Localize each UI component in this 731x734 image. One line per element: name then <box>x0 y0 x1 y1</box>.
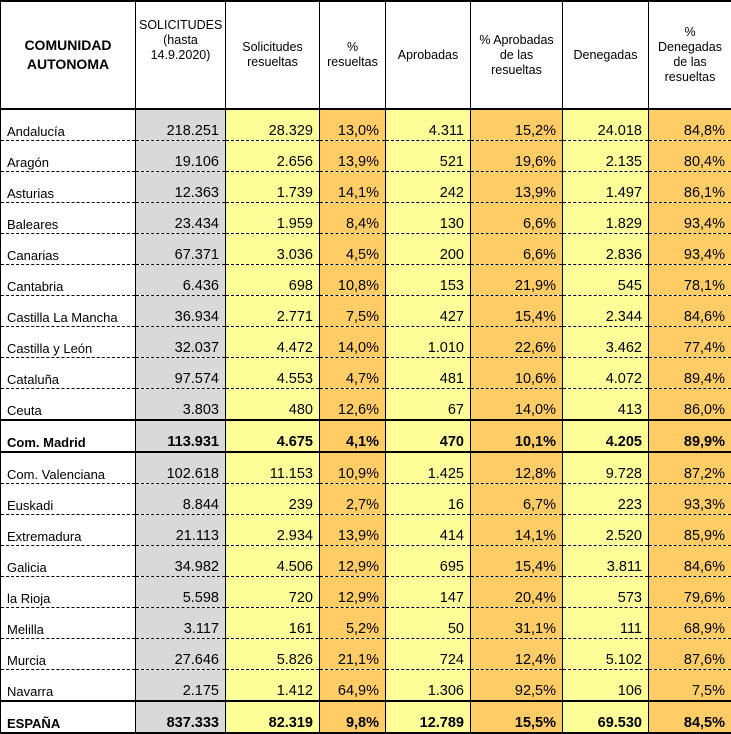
solicitudes-cell: 97.574 <box>136 358 226 389</box>
denegadas-cell: 4.072 <box>563 358 649 389</box>
pct-denegadas-cell: 84,6% <box>649 546 731 577</box>
pct-denegadas-cell: 79,6% <box>649 577 731 608</box>
region-cell: Galicia <box>1 546 136 577</box>
resueltas-cell: 4.675 <box>226 420 320 452</box>
table-row <box>1 327 731 358</box>
pct-aprobadas-cell: 12,4% <box>471 639 563 670</box>
resueltas-cell: 1.412 <box>226 670 320 702</box>
pct-aprobadas-cell: 13,9% <box>471 172 563 203</box>
table-row <box>1 203 731 234</box>
region-cell: Melilla <box>1 608 136 639</box>
pct-aprobadas-cell: 10,6% <box>471 358 563 389</box>
pct-denegadas-cell: 80,4% <box>649 141 731 172</box>
table-row <box>1 515 731 546</box>
region-cell: Com. Valenciana <box>1 452 136 484</box>
pct-aprobadas-cell: 15,4% <box>471 296 563 327</box>
resueltas-cell: 2.656 <box>226 141 320 172</box>
aprobadas-cell: 1.010 <box>386 327 471 358</box>
table-row <box>1 484 731 515</box>
pct-denegadas-cell: 86,0% <box>649 389 731 421</box>
header-denegadas: Denegadas <box>563 1 649 109</box>
pct-aprobadas-cell: 20,4% <box>471 577 563 608</box>
pct-denegadas-cell: 89,4% <box>649 358 731 389</box>
region-cell: Castilla La Mancha <box>1 296 136 327</box>
denegadas-cell: 106 <box>563 670 649 702</box>
aprobadas-cell: 153 <box>386 265 471 296</box>
resueltas-cell: 161 <box>226 608 320 639</box>
solicitudes-cell: 3.117 <box>136 608 226 639</box>
region-cell: Asturias <box>1 172 136 203</box>
region-cell: Cataluña <box>1 358 136 389</box>
pct-aprobadas-cell: 31,1% <box>471 608 563 639</box>
aprobadas-cell: 130 <box>386 203 471 234</box>
resueltas-cell: 1.959 <box>226 203 320 234</box>
aprobadas-cell: 1.306 <box>386 670 471 702</box>
pct-resueltas-cell: 4,5% <box>320 234 386 265</box>
denegadas-cell: 5.102 <box>563 639 649 670</box>
aprobadas-cell: 724 <box>386 639 471 670</box>
solicitudes-cell: 34.982 <box>136 546 226 577</box>
denegadas-cell: 2.135 <box>563 141 649 172</box>
header-resueltas: Solicitudes resueltas <box>226 1 320 109</box>
pct-aprobadas-cell: 21,9% <box>471 265 563 296</box>
solicitudes-cell: 102.618 <box>136 452 226 484</box>
table-row <box>1 234 731 265</box>
solicitudes-cell: 8.844 <box>136 484 226 515</box>
pct-aprobadas-cell: 22,6% <box>471 327 563 358</box>
aprobadas-cell: 470 <box>386 420 471 452</box>
denegadas-cell: 3.811 <box>563 546 649 577</box>
pct-denegadas-cell: 84,6% <box>649 296 731 327</box>
aprobadas-cell: 481 <box>386 358 471 389</box>
denegadas-cell: 3.462 <box>563 327 649 358</box>
solicitudes-cell: 12.363 <box>136 172 226 203</box>
table-row <box>1 639 731 670</box>
total-denegadas-cell: 69.530 <box>563 701 649 733</box>
denegadas-cell: 9.728 <box>563 452 649 484</box>
resueltas-cell: 1.739 <box>226 172 320 203</box>
resueltas-cell: 11.153 <box>226 452 320 484</box>
pct-aprobadas-cell: 6,6% <box>471 234 563 265</box>
solicitudes-cell: 32.037 <box>136 327 226 358</box>
denegadas-cell: 1.497 <box>563 172 649 203</box>
resueltas-cell: 698 <box>226 265 320 296</box>
header-pct-denegadas: % Denegadas de las resueltas <box>649 1 731 109</box>
pct-resueltas-cell: 4,1% <box>320 420 386 452</box>
pct-resueltas-cell: 14,1% <box>320 172 386 203</box>
pct-denegadas-cell: 68,9% <box>649 608 731 639</box>
solicitudes-cell: 6.436 <box>136 265 226 296</box>
total-pct-denegadas-cell: 84,5% <box>649 701 731 733</box>
total-solicitudes-cell: 837.333 <box>136 701 226 733</box>
header-pct-aprobadas: % Aprobadas de las resueltas <box>471 1 563 109</box>
pct-aprobadas-cell: 12,8% <box>471 452 563 484</box>
pct-aprobadas-cell: 14,1% <box>471 515 563 546</box>
solicitudes-cell: 36.934 <box>136 296 226 327</box>
resueltas-cell: 4.506 <box>226 546 320 577</box>
solicitudes-cell: 67.371 <box>136 234 226 265</box>
denegadas-cell: 413 <box>563 389 649 421</box>
pct-denegadas-cell: 7,5% <box>649 670 731 702</box>
denegadas-cell: 2.836 <box>563 234 649 265</box>
table-row <box>1 358 731 389</box>
pct-resueltas-cell: 64,9% <box>320 670 386 702</box>
resueltas-cell: 2.934 <box>226 515 320 546</box>
pct-denegadas-cell: 84,8% <box>649 109 731 141</box>
solicitudes-cell: 21.113 <box>136 515 226 546</box>
aprobadas-cell: 1.425 <box>386 452 471 484</box>
resueltas-cell: 2.771 <box>226 296 320 327</box>
region-cell: Cantabria <box>1 265 136 296</box>
table-row <box>1 109 731 141</box>
pct-resueltas-cell: 14,0% <box>320 327 386 358</box>
pct-resueltas-cell: 4,7% <box>320 358 386 389</box>
region-cell: Aragón <box>1 141 136 172</box>
header-row <box>1 1 731 109</box>
pct-denegadas-cell: 86,1% <box>649 172 731 203</box>
pct-aprobadas-cell: 14,0% <box>471 389 563 421</box>
resueltas-cell: 480 <box>226 389 320 421</box>
pct-denegadas-cell: 93,4% <box>649 234 731 265</box>
solicitudes-cell: 27.646 <box>136 639 226 670</box>
aprobadas-cell: 427 <box>386 296 471 327</box>
total-aprobadas-cell: 12.789 <box>386 701 471 733</box>
denegadas-cell: 4.205 <box>563 420 649 452</box>
resueltas-cell: 239 <box>226 484 320 515</box>
pct-aprobadas-cell: 19,6% <box>471 141 563 172</box>
pct-denegadas-cell: 77,4% <box>649 327 731 358</box>
pct-aprobadas-cell: 6,6% <box>471 203 563 234</box>
pct-resueltas-cell: 10,8% <box>320 265 386 296</box>
denegadas-cell: 573 <box>563 577 649 608</box>
table-row <box>1 141 731 172</box>
pct-resueltas-cell: 2,7% <box>320 484 386 515</box>
pct-resueltas-cell: 5,2% <box>320 608 386 639</box>
pct-resueltas-cell: 12,9% <box>320 577 386 608</box>
region-cell: Canarias <box>1 234 136 265</box>
aprobadas-cell: 414 <box>386 515 471 546</box>
pct-denegadas-cell: 93,4% <box>649 203 731 234</box>
total-resueltas-cell: 82.319 <box>226 701 320 733</box>
pct-resueltas-cell: 13,9% <box>320 141 386 172</box>
aprobadas-cell: 521 <box>386 141 471 172</box>
table-row-highlighted <box>1 420 731 452</box>
aprobadas-cell: 147 <box>386 577 471 608</box>
solicitudes-cell: 23.434 <box>136 203 226 234</box>
region-cell: Extremadura <box>1 515 136 546</box>
pct-aprobadas-cell: 15,2% <box>471 109 563 141</box>
aprobadas-cell: 695 <box>386 546 471 577</box>
total-row <box>1 701 731 733</box>
solicitudes-cell: 113.931 <box>136 420 226 452</box>
table-row <box>1 389 731 421</box>
table-row <box>1 577 731 608</box>
pct-denegadas-cell: 87,2% <box>649 452 731 484</box>
region-cell: Baleares <box>1 203 136 234</box>
resueltas-cell: 4.553 <box>226 358 320 389</box>
header-aprobadas: Aprobadas <box>386 1 471 109</box>
total-pct-resueltas-cell: 9,8% <box>320 701 386 733</box>
region-cell: Ceuta <box>1 389 136 421</box>
header-pct-resueltas: % resueltas <box>320 1 386 109</box>
aprobadas-cell: 16 <box>386 484 471 515</box>
region-cell: Andalucía <box>1 109 136 141</box>
aprobadas-cell: 4.311 <box>386 109 471 141</box>
region-cell: la Rioja <box>1 577 136 608</box>
region-cell: Euskadi <box>1 484 136 515</box>
total-region-cell: ESPAÑA <box>1 701 136 733</box>
pct-resueltas-cell: 21,1% <box>320 639 386 670</box>
table-row <box>1 608 731 639</box>
region-cell: Castilla y León <box>1 327 136 358</box>
pct-denegadas-cell: 78,1% <box>649 265 731 296</box>
solicitudes-cell: 19.106 <box>136 141 226 172</box>
table-row <box>1 546 731 577</box>
solicitudes-cell: 218.251 <box>136 109 226 141</box>
header-solicitudes: SOLICITUDES (hasta 14.9.2020) <box>136 1 226 109</box>
aprobadas-cell: 50 <box>386 608 471 639</box>
region-cell: Com. Madrid <box>1 420 136 452</box>
resueltas-cell: 4.472 <box>226 327 320 358</box>
pct-resueltas-cell: 10,9% <box>320 452 386 484</box>
denegadas-cell: 223 <box>563 484 649 515</box>
pct-denegadas-cell: 89,9% <box>649 420 731 452</box>
denegadas-cell: 24.018 <box>563 109 649 141</box>
denegadas-cell: 1.829 <box>563 203 649 234</box>
table-row <box>1 265 731 296</box>
aprobadas-cell: 67 <box>386 389 471 421</box>
pct-resueltas-cell: 13,0% <box>320 109 386 141</box>
denegadas-cell: 545 <box>563 265 649 296</box>
denegadas-cell: 2.520 <box>563 515 649 546</box>
aprobadas-cell: 242 <box>386 172 471 203</box>
table-row <box>1 296 731 327</box>
pct-resueltas-cell: 13,9% <box>320 515 386 546</box>
pct-aprobadas-cell: 10,1% <box>471 420 563 452</box>
pct-resueltas-cell: 12,9% <box>320 546 386 577</box>
solicitudes-cell: 5.598 <box>136 577 226 608</box>
region-cell: Navarra <box>1 670 136 702</box>
solicitudes-cell: 3.803 <box>136 389 226 421</box>
pct-denegadas-cell: 93,3% <box>649 484 731 515</box>
table-row <box>1 172 731 203</box>
table-row <box>1 452 731 484</box>
region-cell: Murcia <box>1 639 136 670</box>
pct-denegadas-cell: 85,9% <box>649 515 731 546</box>
resueltas-cell: 3.036 <box>226 234 320 265</box>
denegadas-cell: 2.344 <box>563 296 649 327</box>
denegadas-cell: 111 <box>563 608 649 639</box>
header-region: COMUNIDAD AUTONOMA <box>1 1 136 109</box>
pct-resueltas-cell: 8,4% <box>320 203 386 234</box>
pct-resueltas-cell: 7,5% <box>320 296 386 327</box>
resueltas-cell: 720 <box>226 577 320 608</box>
pct-aprobadas-cell: 15,4% <box>471 546 563 577</box>
aprobadas-cell: 200 <box>386 234 471 265</box>
pct-aprobadas-cell: 92,5% <box>471 670 563 702</box>
solicitudes-cell: 2.175 <box>136 670 226 702</box>
pct-aprobadas-cell: 6,7% <box>471 484 563 515</box>
table-row <box>1 670 731 702</box>
resueltas-cell: 5.826 <box>226 639 320 670</box>
pct-resueltas-cell: 12,6% <box>320 389 386 421</box>
total-pct-aprobadas-cell: 15,5% <box>471 701 563 733</box>
resueltas-cell: 28.329 <box>226 109 320 141</box>
pct-denegadas-cell: 87,6% <box>649 639 731 670</box>
